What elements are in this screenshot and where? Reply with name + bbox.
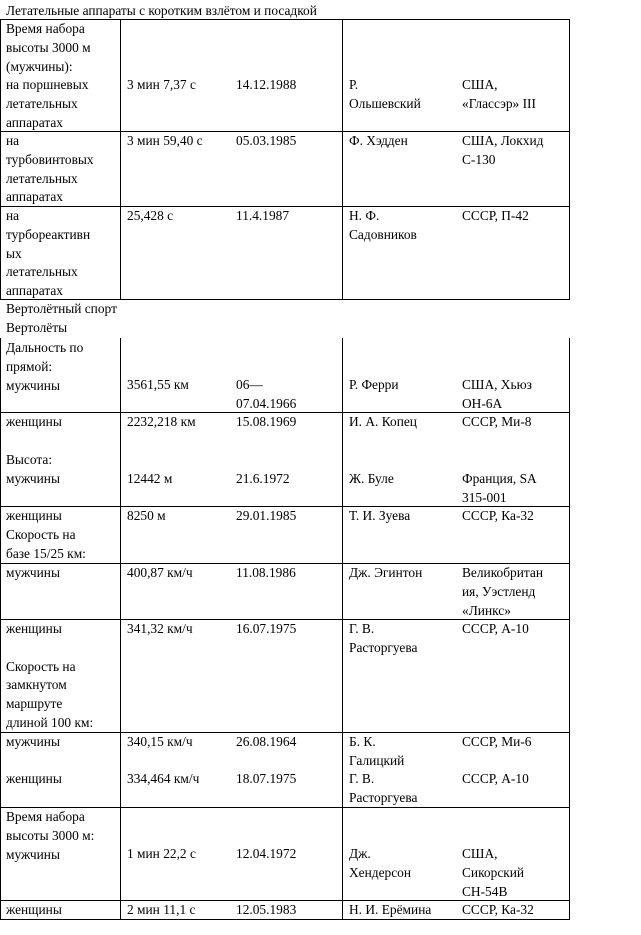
record-category: Время набора высоты 3000 м: мужчины (6, 809, 95, 862)
record-holder: Ф. Хэдден (349, 133, 408, 148)
record-date: 06— 07.04.1966 (236, 377, 297, 411)
record-holder: И. А. Копец (349, 414, 417, 429)
table-border (0, 19, 1, 300)
table-border (120, 338, 121, 920)
record-category: женщины Скорость на базе 15/25 км: (6, 508, 86, 561)
subsection-title: Вертолётный спорт (6, 301, 117, 316)
record-date: 12.04.1972 (236, 846, 297, 861)
record-value: 8250 м (127, 508, 166, 523)
record-holder: Р. Ольшевский (349, 77, 421, 111)
record-value: 2232,218 км (127, 414, 196, 429)
record-category: Время набора высоты 3000 м (мужчины): на поршневых летательных аппаратах (6, 21, 91, 130)
table-border (342, 19, 343, 300)
record-value: 400,87 км/ч (127, 565, 193, 580)
record-country-aircraft: СССР, Ми-6 (462, 734, 532, 749)
record-holder: Р. Ферри (349, 377, 399, 392)
record-category: женщины Скорость на замкнутом маршруте длиной 100 км: (6, 621, 94, 730)
record-value: 340,15 км/ч (127, 734, 193, 749)
record-holder: Н. И. Ерёмина (349, 902, 432, 917)
record-country-aircraft: США, Хьюз ОН-6А (462, 377, 532, 411)
record-category: женщины (6, 414, 62, 429)
record-category: мужчины (6, 565, 60, 580)
record-category: на турбореактивн ых летательных аппаратах (6, 208, 91, 299)
record-value: 2 мин 11,1 с (127, 902, 196, 917)
record-holder: Н. Ф. Садовников (349, 208, 417, 242)
record-holder: Ж. Буле (349, 471, 394, 486)
record-date: 11.08.1986 (236, 565, 296, 580)
record-category: Высота: мужчины (6, 452, 60, 486)
record-category: женщины (6, 902, 62, 917)
record-country-aircraft: Франция, SA 315-001 (462, 471, 537, 505)
record-country-aircraft: СССР, А-10 (462, 771, 529, 786)
record-date: 26.08.1964 (236, 734, 297, 749)
subsection-subtitle: Вертолёты (6, 320, 68, 335)
record-country-aircraft: СССР, А-10 (462, 621, 529, 636)
record-holder: Дж. Хендерсон (349, 846, 412, 880)
record-holder: Дж. Эгинтон (349, 565, 423, 580)
record-holder: Г. В. Расторгуева (349, 771, 418, 805)
record-category: Дальность по прямой: мужчины (6, 340, 84, 393)
record-value: 1 мин 22,2 с (127, 846, 196, 861)
record-date: 14.12.1988 (236, 77, 297, 92)
record-country-aircraft: США, Локхид С-130 (462, 133, 544, 167)
record-date: 16.07.1975 (236, 621, 297, 636)
record-value: 12442 м (127, 471, 173, 486)
record-category: мужчины (6, 734, 60, 749)
record-date: 15.08.1969 (236, 414, 297, 429)
record-value: 3 мин 7,37 с (127, 77, 196, 92)
record-country-aircraft: СССР, Ка-32 (462, 508, 534, 523)
record-country-aircraft: США, Сикорский СН-54В (462, 846, 525, 899)
record-date: 11.4.1987 (236, 208, 290, 223)
record-value: 334,464 км/ч (127, 771, 200, 786)
record-holder: Б. К. Галицкий (349, 734, 405, 768)
record-country-aircraft: СССР, П-42 (462, 208, 529, 223)
table-border (0, 338, 1, 920)
record-value: 3 мин 59,40 с (127, 133, 203, 148)
record-category: женщины (6, 771, 62, 786)
record-date: 05.03.1985 (236, 133, 297, 148)
record-country-aircraft: Великобритан ия, Уэстленд «Линкс» (462, 565, 544, 618)
record-value: 3561,55 км (127, 377, 189, 392)
record-category: на турбовинтовых летательных аппаратах (6, 133, 94, 205)
record-date: 21.6.1972 (236, 471, 290, 486)
record-date: 29.01.1985 (236, 508, 297, 523)
section-title: Летательные аппараты с коротким взлётом и посадкой (6, 3, 317, 18)
record-holder: Г. В. Расторгуева (349, 621, 418, 655)
record-value: 341,32 км/ч (127, 621, 193, 636)
record-country-aircraft: СССР, Ка-32 (462, 902, 534, 917)
record-date: 18.07.1975 (236, 771, 297, 786)
table-border (120, 19, 121, 300)
record-country-aircraft: СССР, Ми-8 (462, 414, 532, 429)
record-date: 12.05.1983 (236, 902, 297, 917)
record-holder: Т. И. Зуева (349, 508, 411, 523)
record-value: 25,428 с (127, 208, 174, 223)
record-country-aircraft: США, «Глассэр» III (462, 77, 536, 111)
